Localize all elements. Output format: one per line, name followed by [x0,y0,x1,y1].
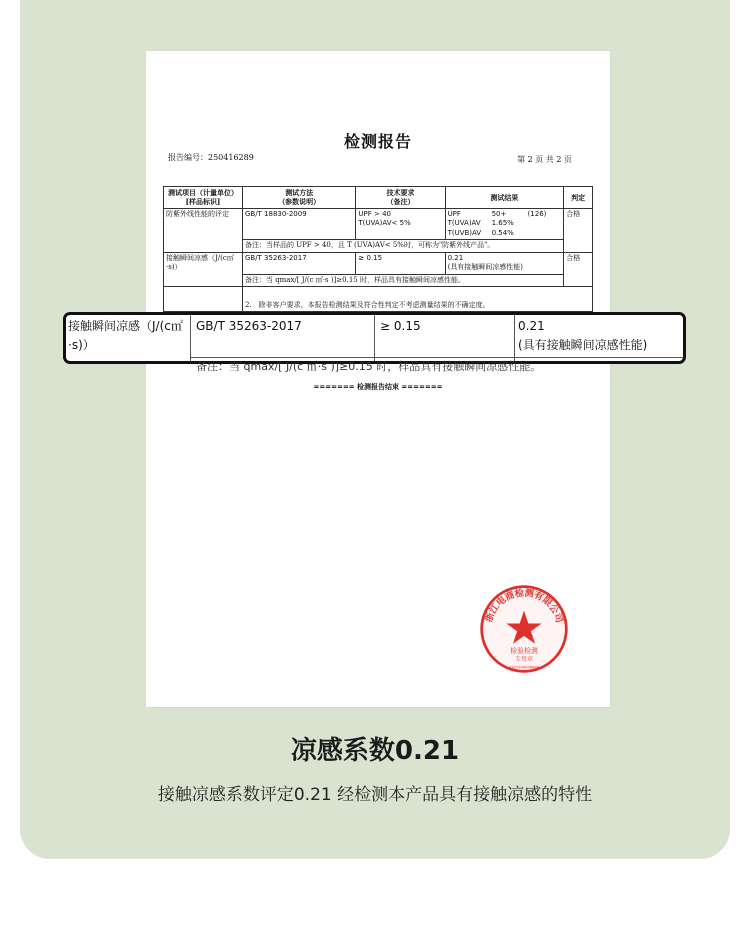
table-header-row [164,187,593,209]
header-result: 测试结果 [445,187,564,209]
uva-label: T(UVA)AV [447,219,481,228]
callout-result-note: (具有接触瞬间凉感性能) [518,338,648,352]
cool-result [445,252,564,274]
callout-result [518,317,647,355]
cool-verdict: 合格 [564,252,593,286]
test-report-page [146,51,610,707]
seal-ring-text: 浙江电商检测有限公司 [483,587,565,625]
header-item: 测试项目（计量单位） [样品标识] [164,187,243,209]
uv-requirement [356,208,445,239]
uva-value: 1.65% [491,219,514,228]
header-verdict: 判定 [564,187,593,209]
callout-result-value: 0.21 [518,319,545,333]
cool-note: 备注：当 qmax/[ J/(c ㎡·s )]≥0.15 时，样品具有接触瞬间凉感性能。 [242,274,563,286]
header-method: 测试方法 （参数说明） [242,187,355,209]
uv-method: GB/T 18830-2009 [242,208,355,239]
footer-note: 2. 除非客户要求，本报告检测结果及符合性判定不考虑测量结果的不确定度。 [242,286,592,311]
table-row [164,286,593,311]
cool-result-value: 0.21 [447,253,464,262]
callout-divider [190,315,191,361]
uv-note: 备注：当样品的 UPF > 40，且 T (UVA)AV< 5%时，可称为"防紫外线产品"。 [242,240,563,252]
table-row [164,252,593,274]
seal-serial: 3301990008888 [508,665,540,670]
callout-method: GB/T 35263-2017 [196,319,302,333]
seal-bottom-text: 专用章 [515,656,533,664]
uv-req-upf: UPF > 40 [358,209,391,218]
uv-item: 防紫外线性能的评定 [164,208,243,252]
cool-requirement: ≥ 0.15 [356,252,445,274]
callout-divider [514,315,515,361]
uv-result [445,208,564,239]
report-end-line: ======= 检测报告结束 ======= [313,382,443,391]
page-info: 第 2 页 共 2 页 [517,155,572,164]
callout-requirement: ≥ 0.15 [380,319,421,333]
subheadline: 接触凉感系数评定0.21 经检测本产品具有接触凉感的特性 [157,785,593,805]
empty-cell [164,286,243,311]
cool-result-note: (具有接触瞬间凉感性能) [447,263,524,272]
header-requirement: 技术要求 （备注） [356,187,445,209]
seal-center-text: 检验检测 [510,646,538,655]
report-table [163,186,593,312]
upf-extra: (126) [527,209,547,218]
callout-cut-note: 备注：当 qmax/[ J/(c ㎡·s )]≥0.15 时，样品具有接触瞬间凉感性能。 [196,360,542,373]
headline: 凉感系数0.21 [290,736,460,766]
official-seal-icon [478,583,570,675]
uv-req-uva: T(UVA)AV< 5% [358,219,411,228]
cool-method: GB/T 35263-2017 [242,252,355,274]
uv-verdict: 合格 [564,208,593,252]
callout-item: 接触瞬间凉感（J/(c㎡·s)） [68,319,183,352]
uvb-value: 0.54% [491,228,514,237]
callout-divider [374,315,375,361]
uvb-label: T(UVB)AV [447,228,482,237]
report-number: 报告编号：250416289 [168,153,254,162]
report-title: 检测报告 [343,132,412,151]
upf-label: UPF [447,209,461,218]
upf-value: 50+ [491,209,507,218]
cool-item: 接触瞬间凉感（J/(c㎡·s)） [164,252,243,286]
highlight-callout [63,312,686,373]
table-row [164,208,593,239]
